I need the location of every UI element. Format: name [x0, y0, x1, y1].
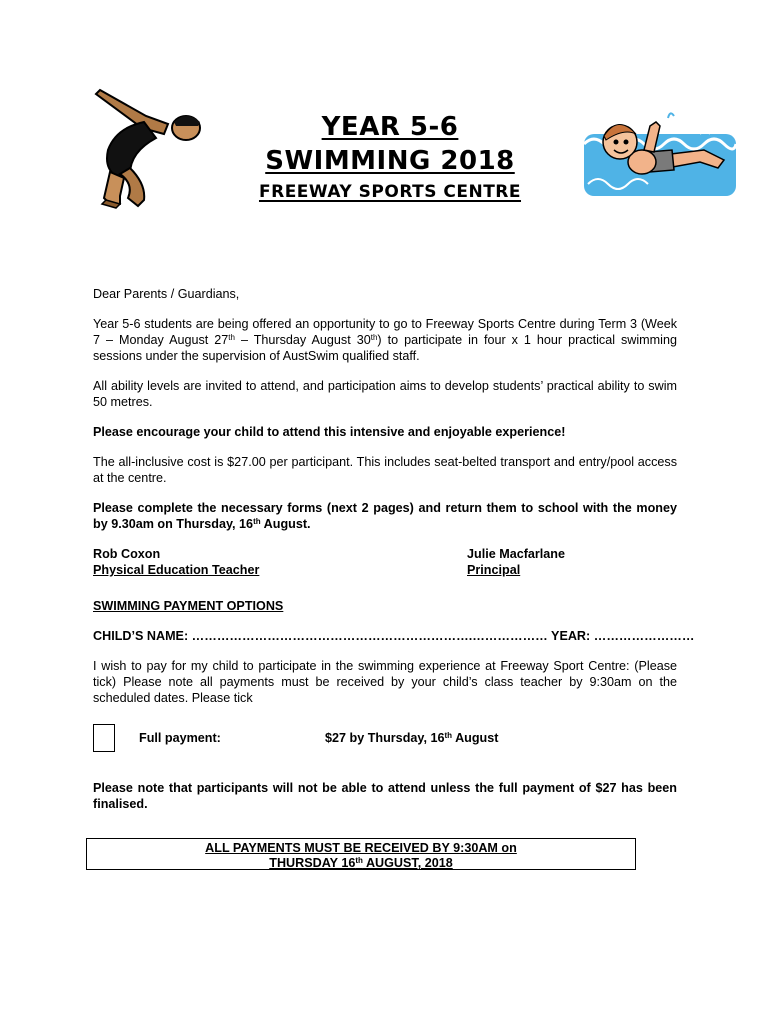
ability-paragraph: All ability levels are invited to attend, and participation aims to develop students’ practical ability to swim 50 metres. — [93, 379, 677, 409]
title-year: YEAR 5-6 — [321, 112, 459, 142]
full-payment-option — [93, 724, 677, 758]
greeting: Dear Parents / Guardians, — [93, 287, 240, 301]
deadline-paragraph: Please complete the necessary forms (next 2 pages) and return them to school with the money by 9.30am on Thursday, 16th August. — [93, 501, 677, 531]
intro-paragraph: Year 5-6 students are being offered an opportunity to go to Freeway Sports Centre during Term 3 (Week 7 – Monday August 27th – Thursday August 30th) to participate in four x 1 hour practical swimming sessions under the supervision of AustSwim qualified staff. — [93, 317, 677, 363]
teacher-title: Physical Education Teacher — [93, 563, 260, 577]
payment-deadline-box — [86, 838, 636, 870]
signature-right — [467, 546, 565, 578]
teacher-name: Rob Coxon — [93, 547, 161, 561]
swimming-kid-illustration — [584, 104, 736, 200]
childs-name-field[interactable]: CHILD’S NAME: ………………………………………………………….……………… YEAR: …………………… — [93, 629, 695, 643]
letter-body — [93, 286, 695, 826]
title-swimming: SWIMMING 2018 — [265, 146, 515, 176]
full-payment-label: Full payment: — [139, 731, 221, 745]
deadline-box-line2: THURSDAY 16th AUGUST, 2018 — [269, 856, 453, 870]
full-payment-amount: $27 by Thursday, 16th August — [325, 731, 499, 745]
venue-title: FREEWAY SPORTS CENTRE — [258, 182, 522, 202]
payment-note: Please note that participants will not be able to attend unless the full payment of $27 has been finalised. — [93, 781, 677, 811]
principal-title: Principal — [467, 563, 521, 577]
payment-heading: SWIMMING PAYMENT OPTIONS — [93, 599, 284, 613]
diver-illustration — [86, 88, 216, 210]
cost-paragraph: The all-inclusive cost is $27.00 per participant. This includes seat-belted transport and entry/pool access at the centre. — [93, 455, 677, 485]
principal-name: Julie Macfarlane — [467, 547, 565, 561]
full-payment-checkbox[interactable] — [93, 724, 115, 752]
payment-instructions: I wish to pay for my child to participate in the swimming experience at Freeway Sport Centre: (Please tick) Please note all payments must be received by your child’s class teacher by 9:30am on the scheduled dates. Please tick — [93, 659, 677, 705]
encourage-paragraph: Please encourage your child to attend this intensive and enjoyable experience! — [93, 425, 566, 439]
signatures — [93, 546, 677, 578]
signature-left — [93, 546, 259, 578]
deadline-box-line1: ALL PAYMENTS MUST BE RECEIVED BY 9:30AM on — [205, 841, 517, 855]
header — [230, 110, 550, 206]
